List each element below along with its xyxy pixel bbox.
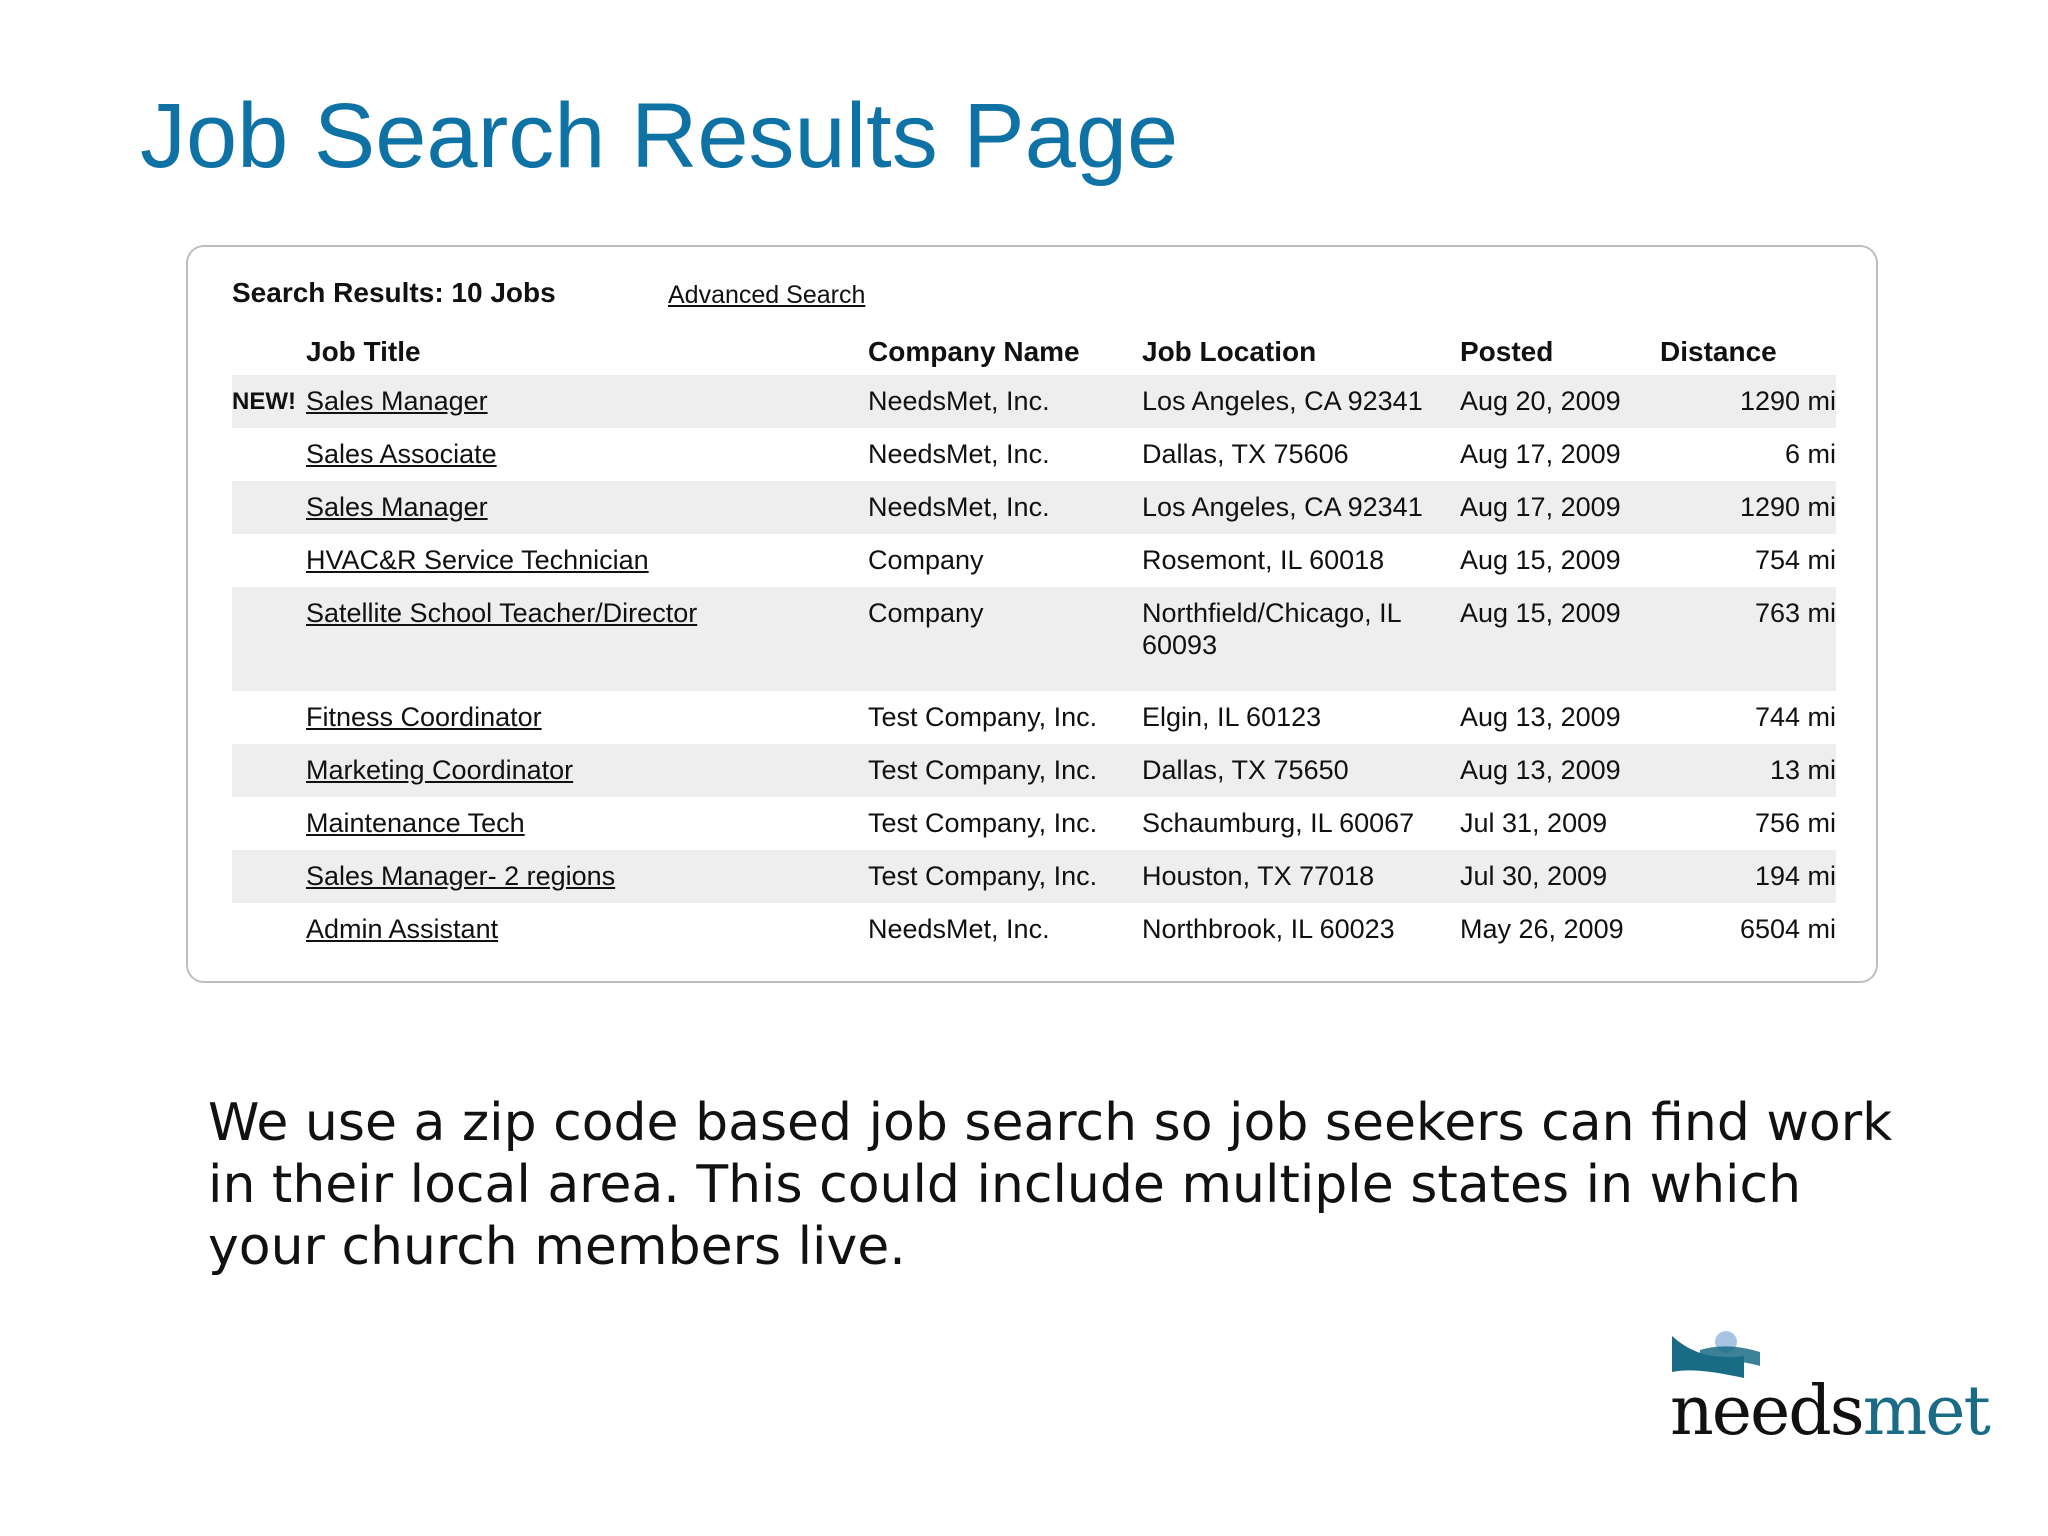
job-title-link[interactable]: Satellite School Teacher/Director bbox=[306, 598, 698, 628]
posted-date-cell: May 26, 2009 bbox=[1460, 914, 1624, 944]
posted-date-cell: Jul 31, 2009 bbox=[1460, 808, 1608, 838]
posted-date-cell: Aug 13, 2009 bbox=[1460, 702, 1621, 732]
distance-header[interactable]: Distance bbox=[1660, 336, 1777, 367]
posted-date-cell: Aug 13, 2009 bbox=[1460, 744, 1660, 797]
job-title-cell bbox=[306, 481, 868, 534]
job-title-cell bbox=[306, 375, 868, 428]
posted-date-cell: Aug 20, 2009 bbox=[1460, 375, 1660, 428]
distance-cell: 1290 mi bbox=[1660, 375, 1836, 428]
table-row bbox=[232, 375, 1836, 428]
posted-header[interactable]: Posted bbox=[1460, 336, 1554, 367]
search-results-panel bbox=[186, 245, 1878, 983]
company-name-cell: Test Company, Inc. bbox=[868, 702, 1098, 732]
job-title-link[interactable]: Admin Assistant bbox=[306, 914, 499, 944]
results-count: Search Results: 10 Jobs bbox=[232, 277, 556, 308]
company-name-cell: NeedsMet, Inc. bbox=[868, 914, 1050, 944]
table-row bbox=[232, 587, 1836, 691]
job-location-cell: Elgin, IL 60123 bbox=[1142, 702, 1322, 732]
table-header-row bbox=[232, 329, 1836, 375]
table-row bbox=[232, 428, 1836, 481]
company-name-cell: NeedsMet, Inc. bbox=[868, 439, 1050, 469]
new-badge bbox=[232, 691, 306, 744]
job-title-link[interactable]: Maintenance Tech bbox=[306, 808, 525, 838]
distance-cell: 13 mi bbox=[1660, 744, 1836, 797]
logo-wordmark bbox=[1670, 1372, 1989, 1452]
company-name-cell: NeedsMet, Inc. bbox=[868, 375, 1142, 428]
table-row bbox=[232, 534, 1836, 587]
company-name-cell: Test Company, Inc. bbox=[868, 744, 1142, 797]
distance-cell: 754 mi bbox=[1754, 545, 1836, 575]
job-location-cell: Rosemont, IL 60018 bbox=[1142, 545, 1385, 575]
new-badge bbox=[232, 744, 306, 797]
slide-description: We use a zip code based job search so job seekers can find work in their local area. This could include multiple states in which your church members live. bbox=[208, 1093, 1893, 1277]
job-title-cell bbox=[306, 903, 868, 956]
new-badge: NEW! bbox=[232, 375, 306, 428]
company-name-cell: Company bbox=[868, 587, 1142, 691]
new-badge bbox=[232, 587, 306, 691]
job-title-link[interactable]: Fitness Coordinator bbox=[306, 702, 542, 732]
distance-cell: 744 mi bbox=[1754, 702, 1836, 732]
company-name-cell: Test Company, Inc. bbox=[868, 808, 1098, 838]
distance-cell: 6 mi bbox=[1784, 439, 1836, 469]
job-title-link[interactable]: Marketing Coordinator bbox=[306, 755, 574, 785]
posted-date-cell: Jul 30, 2009 bbox=[1460, 850, 1660, 903]
results-table bbox=[232, 329, 1836, 956]
table-row bbox=[232, 850, 1836, 903]
job-location-cell: Schaumburg, IL 60067 bbox=[1142, 808, 1415, 838]
table-row bbox=[232, 903, 1836, 956]
job-title-cell bbox=[306, 428, 868, 481]
job-title-link[interactable]: Sales Manager- 2 regions bbox=[306, 861, 616, 891]
new-badge bbox=[232, 428, 306, 481]
distance-cell: 6504 mi bbox=[1739, 914, 1836, 944]
table-row bbox=[232, 744, 1836, 797]
job-location-cell: Dallas, TX 75606 bbox=[1142, 439, 1349, 469]
needsmet-logo bbox=[1670, 1330, 1989, 1451]
logo-text-met: met bbox=[1862, 1372, 1989, 1451]
distance-cell: 756 mi bbox=[1754, 808, 1836, 838]
job-title-link[interactable]: HVAC&R Service Technician bbox=[306, 545, 649, 575]
table-row bbox=[232, 797, 1836, 850]
job-location-cell: Dallas, TX 75650 bbox=[1142, 744, 1460, 797]
logo-text-needs: needs bbox=[1670, 1372, 1863, 1451]
company-name-cell: Company bbox=[868, 545, 984, 575]
posted-date-cell: Aug 15, 2009 bbox=[1460, 545, 1621, 575]
distance-cell: 1290 mi bbox=[1660, 481, 1836, 534]
badge-column-header bbox=[232, 329, 306, 375]
company-name-header[interactable]: Company Name bbox=[868, 336, 1080, 367]
job-title-cell bbox=[306, 850, 868, 903]
job-title-cell bbox=[306, 587, 868, 691]
job-title-link[interactable]: Sales Manager bbox=[306, 492, 488, 522]
new-badge bbox=[232, 903, 306, 956]
new-badge bbox=[232, 850, 306, 903]
job-location-cell: Northbrook, IL 60023 bbox=[1142, 914, 1395, 944]
job-title-cell bbox=[306, 691, 868, 744]
table-row bbox=[232, 481, 1836, 534]
job-location-cell: Los Angeles, CA 92341 bbox=[1142, 375, 1460, 428]
new-badge bbox=[232, 481, 306, 534]
job-title-cell bbox=[306, 534, 868, 587]
company-name-cell: Test Company, Inc. bbox=[868, 850, 1142, 903]
job-title-link[interactable]: Sales Manager bbox=[306, 386, 488, 416]
job-title-cell bbox=[306, 797, 868, 850]
posted-date-cell: Aug 15, 2009 bbox=[1460, 587, 1660, 691]
job-location-cell: Northfield/Chicago, IL 60093 bbox=[1142, 587, 1460, 691]
table-row bbox=[232, 691, 1836, 744]
posted-date-cell: Aug 17, 2009 bbox=[1460, 481, 1660, 534]
slide-title: Job Search Results Page bbox=[140, 85, 1179, 187]
new-badge bbox=[232, 534, 306, 587]
company-name-cell: NeedsMet, Inc. bbox=[868, 481, 1142, 534]
distance-cell: 763 mi bbox=[1660, 587, 1836, 691]
job-title-link[interactable]: Sales Associate bbox=[306, 439, 497, 469]
job-location-header[interactable]: Job Location bbox=[1142, 336, 1317, 367]
job-title-cell bbox=[306, 744, 868, 797]
new-badge bbox=[232, 797, 306, 850]
advanced-search-link[interactable]: Advanced Search bbox=[668, 281, 866, 309]
job-title-header[interactable]: Job Title bbox=[306, 336, 421, 367]
job-location-cell: Houston, TX 77018 bbox=[1142, 850, 1460, 903]
job-location-cell: Los Angeles, CA 92341 bbox=[1142, 481, 1460, 534]
distance-cell: 194 mi bbox=[1660, 850, 1836, 903]
results-header bbox=[232, 277, 1872, 317]
posted-date-cell: Aug 17, 2009 bbox=[1460, 439, 1621, 469]
